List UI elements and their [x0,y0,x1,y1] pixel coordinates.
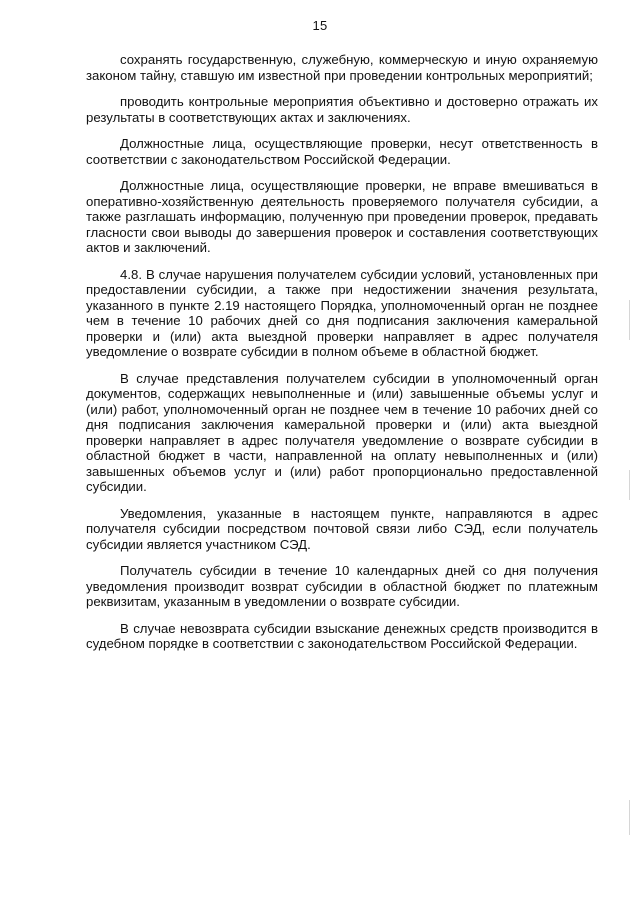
scan-edge-mark [629,800,630,835]
document-body [86,52,598,663]
paragraph-4-8-violation: 4.8. В случае нарушения получателем субсидии условий, установленных при предоставлении субсидии, а также при недостижении значения результата, указанного в пункте 2.19 настоящего Порядка, уполномоченный орган не позднее чем в течение 10 рабочих дней со дня подписания заключения камеральной проверки и (или) акта выездной проверки направляет в адрес получателя уведомление о возврате субсидии в полном объеме в областной бюджет. [86,266,598,359]
paragraph-responsibility: Должностные лица, осуществляющие проверки, несут ответственность в соответствии с законодательством Российской Федерации. [86,136,598,167]
paragraph-refund-term: Получатель субсидии в течение 10 календарных дней со дня получения уведомления производит возврат субсидии в областной бюджет по платежным реквизитам, указанным в уведомлении о возврате субсидии. [86,563,598,609]
paragraph-judicial-recovery: В случае невозврата субсидии взыскание денежных средств производится в судебном порядке в соответствии с законодательством Российской Федерации. [86,620,598,651]
paragraph-inflated-volumes: В случае представления получателем субсидии в уполномоченный орган документов, содержащих невыполненные и (или) завышенные объемы услуг и (или) работ, уполномоченный орган не позднее чем в течение 10 рабочих дней со дня подписания заключения камеральной проверки и (или) акта выездной проверки направляет в адрес получателя уведомление о возврате субсидии в областной бюджет в части, направленной на оплату невыполненных и (или) завышенных объемов услуг и (или) работ пропорционально предоставленной субсидии. [86,370,598,494]
paragraph-non-interference: Должностные лица, осуществляющие проверки, не вправе вмешиваться в оперативно-хозяйственную деятельность проверяемого получателя субсидии, а также разглашать информацию, полученную при проведении проверок, предавать гласности свои выводы до завершения проверок и составления соответствующих актов и заключений. [86,178,598,255]
page-number: 15 [312,18,328,33]
paragraph-notifications: Уведомления, указанные в настоящем пункте, направляются в адрес получателя субсидии посредством почтовой связи либо СЭД, если получатель субсидии является участником СЭД. [86,505,598,552]
scan-edge-mark [629,470,630,500]
scan-edge-mark [629,300,630,340]
paragraph-objectivity: проводить контрольные мероприятия объективно и достоверно отражать их результаты в соответствующих актах и заключениях. [86,94,598,125]
paragraph-confidentiality: сохранять государственную, служебную, коммерческую и иную охраняемую законом тайну, ставшую им известной при проведении контрольных мероприятий; [86,52,598,83]
